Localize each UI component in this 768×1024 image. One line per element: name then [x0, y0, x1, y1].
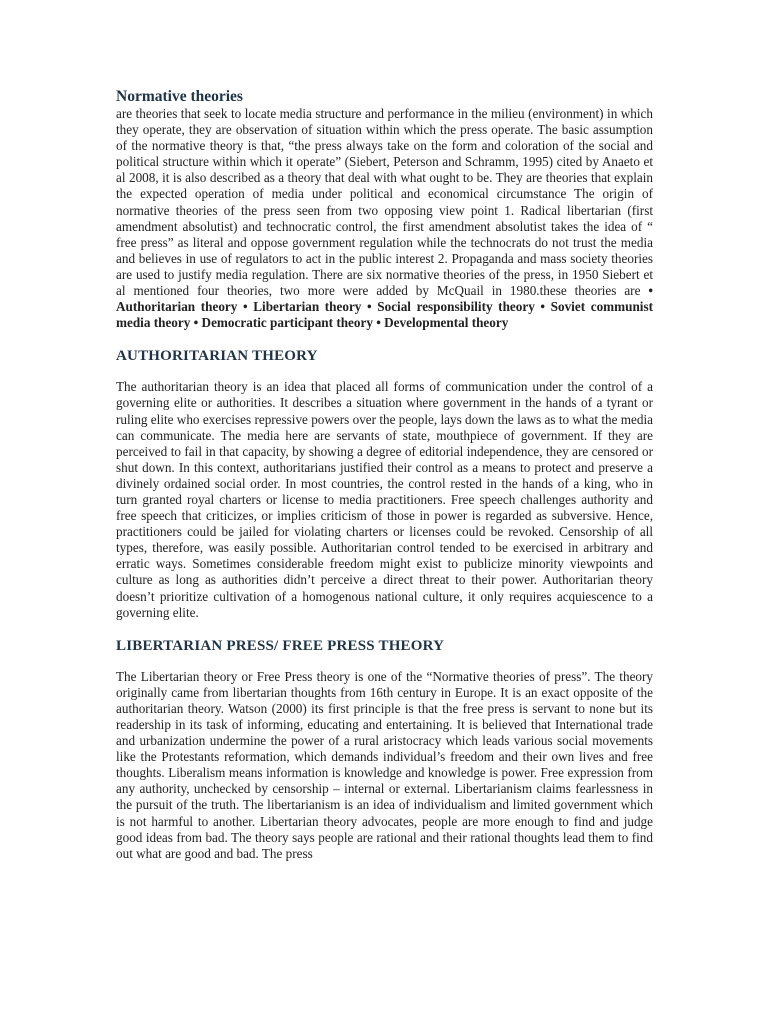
intro-paragraph — [116, 106, 653, 331]
libertarian-heading: LIBERTARIAN PRESS/ FREE PRESS THEORY — [116, 637, 445, 654]
authoritarian-paragraph: The authoritarian theory is an idea that placed all forms of communication under the control of a governing elite or authorities. It describes a situation where government in the hands of a tyrant or ruling elite who exercises repressive powers over the people, lays down the laws as to what the media can communicate. The media here are servants of state, mouthpiece of government. If they are perceived to fail in that capacity, by showing a degree of editorial independence, they are censored or shut down. In this context, authoritarians justified their control as a means to protect and preserve a divinely ordained social order. In most countries, the control rested in the hands of a king, who in turn granted royal charters or license to media practitioners. Free speech challenges authority and free speech that criticizes, or implies criticism of those in power is regarded as subversive. Hence, practitioners could be jailed for violating charters or licenses could be revoked. Censorship of all types, therefore, was easily possible. Authoritarian control tended to be exercised in arbitrary and erratic ways. Sometimes considerable freedom might exist to publicize minority viewpoints and culture as long as authorities didn’t perceive a direct threat to their power. Authoritarian theory doesn’t prioritize cultivation of a homogenous national culture, it only requires acquiescence to a governing elite. — [116, 379, 653, 620]
document-page — [116, 88, 653, 862]
libertarian-paragraph: The Libertarian theory or Free Press theory is one of the “Normative theories of press”. The theory originally came from libertarian thoughts from 16th century in Europe. It is an exact opposite of the authoritarian theory. Watson (2000) its first principle is that the free press is servant to none but its readership in its task of informing, educating and entertaining. It is believed that International trade and urbanization undermine the power of a rural aristocracy which leads various social movements like the Protestants reformation, which demands individual’s freedom and their own lives and free thoughts. Liberalism means information is knowledge and knowledge is power. Free expression from any authority, unchecked by censorship – internal or external. Libertarianism claims fearlessness in the pursuit of the truth. The libertarianism is an idea of individualism and limited government which is not harmful to another. Libertarian theory advocates, people are more enough to find and judge good ideas from bad. The theory says people are rational and their rational thoughts lead them to find out what are good and bad. The press — [116, 668, 653, 861]
section-title: Normative theories — [116, 88, 243, 105]
authoritarian-heading: AUTHORITARIAN THEORY — [116, 348, 318, 365]
theories-list: • Authoritarian theory • Libertarian theory • Social responsibility theory • Soviet communist media theory • Democratic participant theory • Developmental theory — [116, 283, 653, 331]
intro-text: are theories that seek to locate media structure and performance in the milieu (environment) in which they operate, they are observation of situation within which the press operate. The basic assumption of the normative theory is that, “the press always take on the form and coloration of the social and political structure within which it operate” (Siebert, Peterson and Schramm, 1995) cited by Anaeto et al 2008, it is also described as a theory that deal with what ought to be. They are theories that explain the expected operation of media under political and economical circumstance The origin of normative theories of the press seen from two opposing view point 1. Radical libertarian (first amendment absolutist) and technocratic control, the first amendment absolutist takes the idea of “ free press” as literal and oppose government regulation while the technocrats do not trust the media and believes in use of regulators to act in the public interest 2. Propaganda and mass society theories are used to justify media regulation. There are six normative theories of the press, in 1950 Siebert et al mentioned four theories, two more were added by McQuail in 1980.these theories are — [116, 106, 653, 299]
